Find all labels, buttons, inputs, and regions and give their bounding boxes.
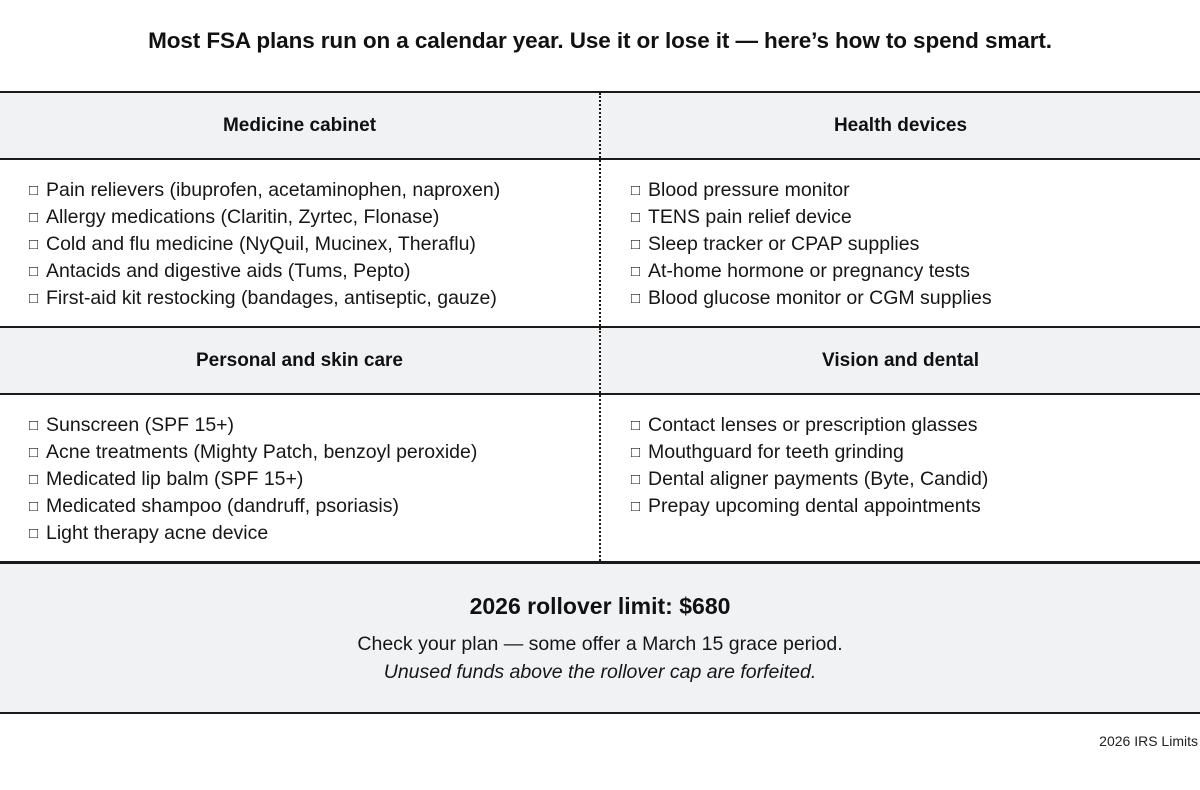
checkbox-icon: □ <box>631 263 641 280</box>
source-credit: 2026 IRS Limits <box>1099 733 1198 749</box>
grace-period-note: Check your plan — some offer a March 15 grace period. <box>357 633 843 655</box>
checklist-item: □ Prepay upcoming dental appointments <box>631 493 1200 520</box>
checkbox-icon: □ <box>29 236 39 253</box>
checklist-item: □ Light therapy acne device <box>29 520 599 547</box>
checkbox-icon: □ <box>29 417 39 434</box>
checklist-item: □ Sleep tracker or CPAP supplies <box>631 231 1200 258</box>
checklist <box>0 395 599 547</box>
checklist-item: □ Blood glucose monitor or CGM supplies <box>631 285 1200 312</box>
checklist-item: □ Medicated shampoo (dandruff, psoriasis) <box>29 493 599 520</box>
checkbox-icon: □ <box>631 236 641 253</box>
checkbox-icon: □ <box>631 209 641 226</box>
category-vision-dental <box>601 395 1200 561</box>
checkbox-icon: □ <box>29 498 39 515</box>
category-heading-personal-skin-care: Personal and skin care <box>0 328 601 393</box>
checkbox-icon: □ <box>29 444 39 461</box>
checklist <box>0 160 599 312</box>
checkbox-icon: □ <box>29 471 39 488</box>
body-row-1 <box>0 160 1200 328</box>
body-row-2 <box>0 395 1200 563</box>
checkbox-icon: □ <box>631 471 641 488</box>
category-heading-medicine-cabinet: Medicine cabinet <box>0 93 601 158</box>
fsa-checklist-table <box>0 91 1200 563</box>
checkbox-icon: □ <box>631 417 641 434</box>
checklist-item: □ Contact lenses or prescription glasses <box>631 412 1200 439</box>
checklist-item: □ Medicated lip balm (SPF 15+) <box>29 466 599 493</box>
rollover-limit: 2026 rollover limit: $680 <box>469 593 731 619</box>
category-personal-skin-care <box>0 395 601 561</box>
checklist-item: □ Cold and flu medicine (NyQuil, Mucinex, Theraflu) <box>29 231 599 258</box>
checkbox-icon: □ <box>29 525 39 542</box>
checklist <box>601 395 1200 520</box>
checklist-item: □ At-home hormone or pregnancy tests <box>631 258 1200 285</box>
checkbox-icon: □ <box>631 498 641 515</box>
forfeit-warning: Unused funds above the rollover cap are forfeited. <box>383 661 817 683</box>
checklist-item: □ Antacids and digestive aids (Tums, Pepto) <box>29 258 599 285</box>
checklist-item: □ First-aid kit restocking (bandages, antiseptic, gauze) <box>29 285 599 312</box>
category-health-devices <box>601 160 1200 326</box>
header-row-2 <box>0 328 1200 395</box>
checkbox-icon: □ <box>631 444 641 461</box>
category-heading-vision-dental: Vision and dental <box>822 349 979 371</box>
checklist-item: □ TENS pain relief device <box>631 204 1200 231</box>
category-heading-health-devices: Health devices <box>833 114 968 136</box>
checkbox-icon: □ <box>631 182 641 199</box>
rollover-summary <box>0 562 1200 714</box>
checklist-item: □ Dental aligner payments (Byte, Candid) <box>631 466 1200 493</box>
page-title: Most FSA plans run on a calendar year. Use it or lose it — here’s how to spend smart. <box>148 28 1052 53</box>
checkbox-icon: □ <box>29 290 39 307</box>
checkbox-icon: □ <box>29 182 39 199</box>
category-medicine-cabinet <box>0 160 601 326</box>
checklist-item: □ Pain relievers (ibuprofen, acetaminophen, naproxen) <box>29 177 599 204</box>
checklist <box>601 160 1200 312</box>
checklist-item: □ Blood pressure monitor <box>631 177 1200 204</box>
checklist-item: □ Allergy medications (Claritin, Zyrtec, Flonase) <box>29 204 599 231</box>
checkbox-icon: □ <box>29 263 39 280</box>
checklist-item: □ Mouthguard for teeth grinding <box>631 439 1200 466</box>
checklist-item: □ Sunscreen (SPF 15+) <box>29 412 599 439</box>
checkbox-icon: □ <box>631 290 641 307</box>
checklist-item: □ Acne treatments (Mighty Patch, benzoyl peroxide) <box>29 439 599 466</box>
header-row-1 <box>0 93 1200 160</box>
checkbox-icon: □ <box>29 209 39 226</box>
